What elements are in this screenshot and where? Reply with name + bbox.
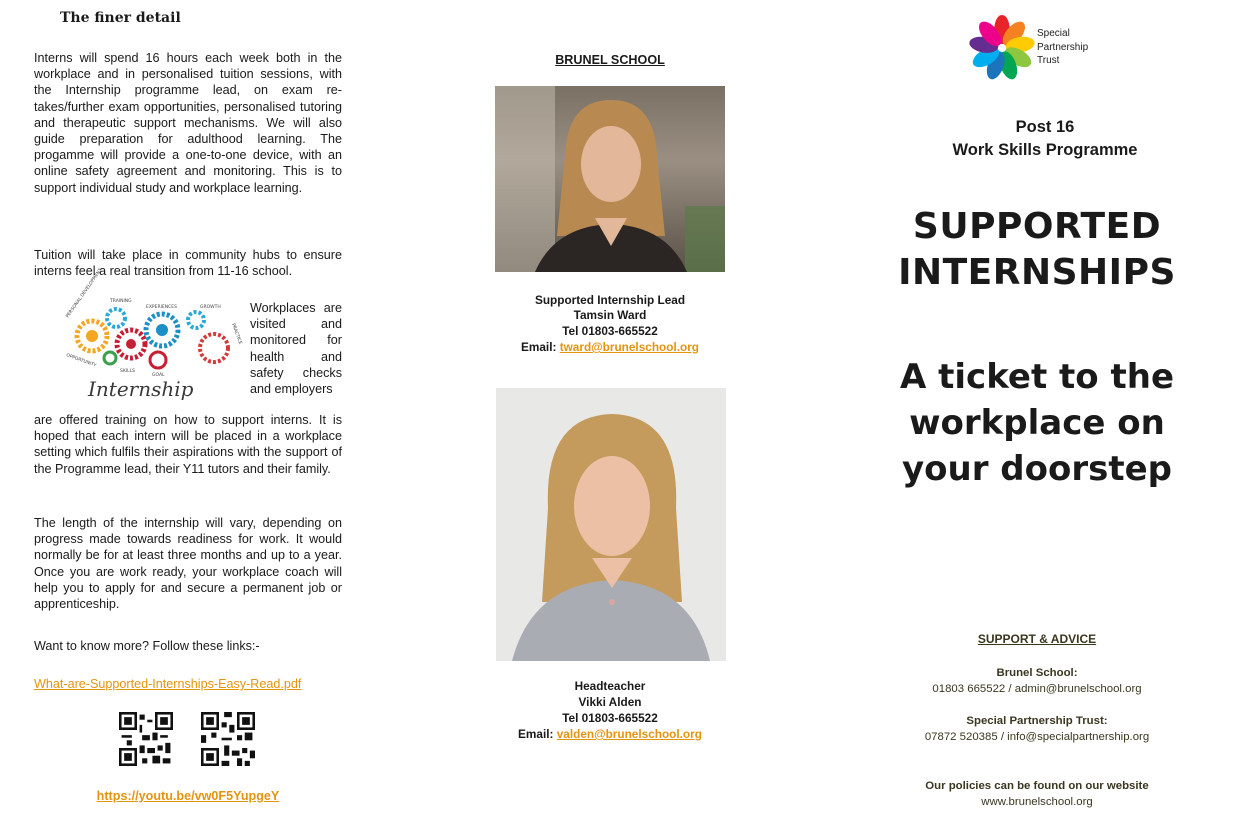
- gear-icon: [117, 330, 145, 358]
- gear-word: EXPERIENCES: [146, 305, 177, 310]
- gear-word: TRAINING: [110, 299, 132, 304]
- gear-word: PERSONAL DEVELOPMENT: [65, 267, 104, 320]
- headteacher-photo: [496, 388, 726, 661]
- gear-icon: [188, 312, 204, 328]
- gear-icon: [146, 314, 178, 346]
- paragraph-know-more: Want to know more? Follow these links:-: [34, 639, 260, 653]
- tagline-line: workplace on: [909, 403, 1165, 443]
- gear-word: GROWTH: [200, 305, 221, 310]
- email-label: Email:: [518, 727, 557, 741]
- contact-label: Brunel School:: [996, 667, 1078, 679]
- special-partnership-trust-logo: [967, 12, 1037, 84]
- gear-icon: [107, 309, 125, 327]
- tagline-line: your doorstep: [901, 449, 1173, 489]
- headteacher-tel: Tel 01803-665522: [562, 711, 658, 725]
- paragraph-length: The length of the internship will vary, depending on progress made towards readiness for work. It would normally be for at least three months and up to a year. Once you are work ready, your workplace coach will help you to apply for and secure a permanent job or apprenticeship.: [34, 516, 342, 612]
- contact-label: Special Partnership Trust:: [966, 715, 1108, 727]
- youtube-link[interactable]: https://youtu.be/vw0F5YupgeY: [96, 789, 280, 803]
- logo-line: Partnership: [1037, 41, 1089, 53]
- contact-details[interactable]: 01803 665522 / admin@brunelschool.org: [932, 683, 1142, 695]
- main-title: [880, 204, 1194, 296]
- left-panel: [34, 0, 342, 827]
- logo-line: Special: [1037, 28, 1070, 39]
- gear-icon: [104, 352, 166, 368]
- section-title: The finer detail: [60, 10, 181, 26]
- right-panel: [880, 0, 1210, 827]
- programme-subtitle: [880, 116, 1210, 162]
- logo-line: Trust: [1037, 55, 1060, 66]
- subtitle-line: Post 16: [1015, 118, 1075, 136]
- logo-text: [1037, 27, 1088, 68]
- gear-word: PRACTICE: [230, 322, 243, 346]
- gear-word: OPPORTUNITY: [65, 353, 97, 369]
- spt-contact: [880, 713, 1194, 745]
- qr-code-icon[interactable]: [201, 712, 255, 766]
- title-line: INTERNSHIPS: [898, 252, 1176, 293]
- title-line: SUPPORTED: [912, 206, 1162, 247]
- paragraph-hubs: Tuition will take place in community hubs to ensure interns feel a real transition from 11-16 school.: [34, 248, 342, 279]
- headteacher-name: Vikki Alden: [578, 695, 642, 709]
- gear-icon: [77, 321, 107, 351]
- internship-word: Internship: [88, 377, 194, 401]
- lead-name: Tamsin Ward: [573, 308, 647, 322]
- paragraph-tuition: Interns will spend 16 hours each week both in the workplace and in personalised tuition sessions, with the Internship programme lead, on exam re-takes/further exam opportunities, personalised tutoring and therapeutic support mechanisms. We will also guide preparation for adulthood learning. The progamme will provide a one-to-one device, with an online safety agreement and monitoring. This is to support individual study and workplace learning.: [34, 51, 342, 195]
- lead-role: Supported Internship Lead: [534, 293, 686, 307]
- school-heading: BRUNEL SCHOOL: [555, 53, 665, 67]
- lead-email-line: [440, 340, 780, 356]
- headteacher-email-line: [440, 727, 780, 743]
- paragraph-training: are offered training on how to support interns. It is hoped that each intern will be placed in a workplace setting which fulfils their aspirations with the support of the Programme lead, their Y11 tutors and their family.: [34, 413, 342, 476]
- subtitle-line: Work Skills Programme: [952, 141, 1138, 159]
- gear-word: GOAL: [152, 373, 165, 378]
- policies-note: [880, 778, 1194, 810]
- person-icon: [495, 86, 725, 272]
- email-label: Email:: [521, 340, 560, 354]
- tagline: [880, 354, 1194, 492]
- qr-code-icon[interactable]: [119, 712, 173, 766]
- paragraph-workplaces: Workplaces are visited and monitored for health and safety checks and employers: [250, 301, 342, 397]
- support-heading: SUPPORT & ADVICE: [977, 632, 1097, 646]
- easy-read-pdf-link[interactable]: What-are-Supported-Internships-Easy-Read.pdf: [34, 677, 302, 691]
- lead-photo: [495, 86, 725, 272]
- lead-tel: Tel 01803-665522: [562, 324, 658, 338]
- contact-details[interactable]: 07872 520385 / info@specialpartnership.org: [924, 731, 1150, 743]
- headteacher-email-link[interactable]: valden@brunelschool.org: [556, 727, 702, 741]
- brunel-contact: [880, 665, 1194, 697]
- internship-gears-illustration: [58, 267, 253, 404]
- gear-word: SKILLS: [120, 369, 136, 374]
- person-icon: [496, 388, 726, 661]
- lead-email-link[interactable]: tward@brunelschool.org: [559, 340, 699, 354]
- gear-icon: [200, 334, 228, 362]
- tagline-line: A ticket to the: [899, 357, 1175, 397]
- policies-label: Our policies can be found on our website: [925, 780, 1149, 792]
- website-link[interactable]: www.brunelschool.org: [981, 796, 1093, 808]
- headteacher-role: Headteacher: [574, 679, 646, 693]
- middle-panel: [440, 0, 780, 827]
